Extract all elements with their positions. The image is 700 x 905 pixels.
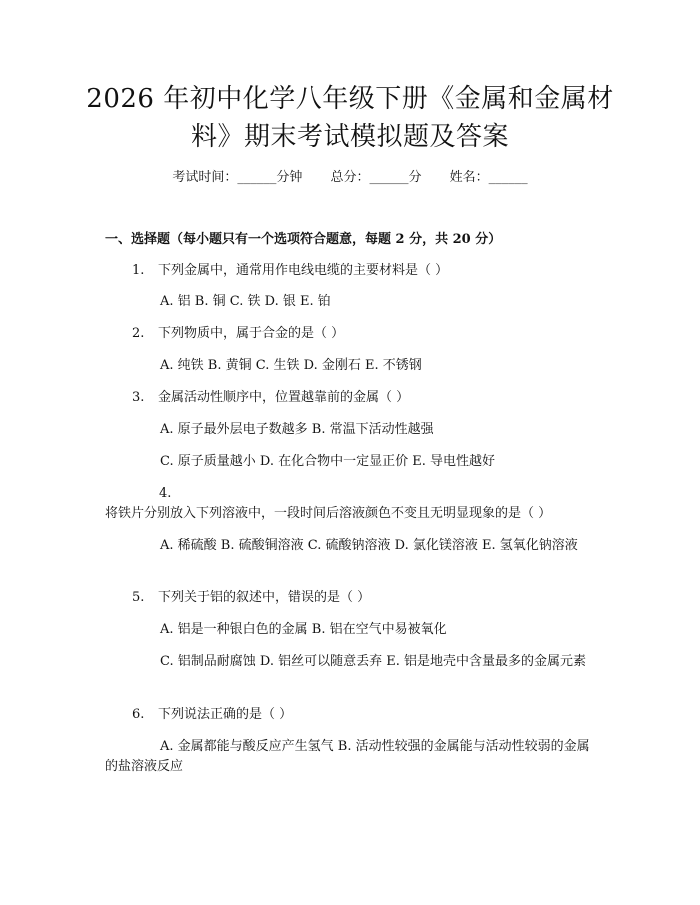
exam-meta: [0, 168, 700, 188]
question-number: 4.: [159, 486, 172, 501]
question-text: 下列关于铝的叙述中，错误的是（ ）: [158, 590, 371, 605]
exam-time-label: 考试时间：______分钟: [172, 170, 303, 185]
question-5: [132, 588, 370, 608]
question-number: 1.: [132, 263, 145, 278]
question-number: 3.: [132, 390, 145, 405]
question-6: [132, 705, 292, 725]
question-2-options: A. 纯铁 B. 黄铜 C. 生铁 D. 金刚石 E. 不锈钢: [160, 358, 422, 373]
question-3-options-line-1: A. 原子最外层电子数越多 B. 常温下活动性越强: [160, 422, 434, 437]
question-text: 下列物质中，属于合金的是（ ）: [158, 326, 345, 341]
question-3-options-line-2: C. 原子质量越小 D. 在化合物中一定显正价 E. 导电性越好: [160, 454, 495, 469]
question-5-options-line-2: C. 铝制品耐腐蚀 D. 铝丝可以随意丢弃 E. 铝是地壳中含量最多的金属元素: [160, 654, 586, 669]
question-1: [132, 261, 448, 281]
question-5-options-line-1: A. 铝是一种银白色的金属 B. 铝在空气中易被氧化: [160, 622, 447, 637]
title-line-2: 料》期末考试模拟题及答案: [190, 122, 509, 152]
question-number: 6.: [132, 707, 145, 722]
question-4: [105, 484, 599, 524]
student-name-label: 姓名：______: [449, 170, 528, 185]
question-4-options: A. 稀硫酸 B. 硫酸铜溶液 C. 硫酸钠溶液 D. 氯化镁溶液 E. 氢氧化钠溶液: [160, 538, 578, 553]
question-1-options: A. 铝 B. 铜 C. 铁 D. 银 E. 铂: [160, 294, 331, 309]
question-2: [132, 324, 344, 344]
question-text: 将铁片分别放入下列溶液中，一段时间后溶液颜色不变且无明显现象的是（ ）: [105, 506, 552, 521]
question-number: 5.: [132, 590, 145, 605]
total-score-label: 总分：______分: [330, 170, 422, 185]
section-title: 一、选择题（每小题只有一个选项符合题意，每题 2 分，共 20 分）: [105, 232, 502, 247]
question-6-options: A. 金属都能与酸反应产生氢气 B. 活动性较强的金属能与活动性较弱的金属的盐溶液反应: [105, 739, 590, 774]
page-title: [70, 80, 630, 156]
question-3: [132, 388, 409, 408]
title-line-1: 2026 年初中化学八年级下册《金属和金属材: [86, 84, 614, 114]
question-text: 下列说法正确的是（ ）: [158, 707, 293, 722]
question-text: 金属活动性顺序中，位置越靠前的金属（ ）: [158, 390, 410, 405]
question-number: 2.: [132, 326, 145, 341]
question-text: 下列金属中，通常用作电线电缆的主要材料是（ ）: [158, 263, 449, 278]
